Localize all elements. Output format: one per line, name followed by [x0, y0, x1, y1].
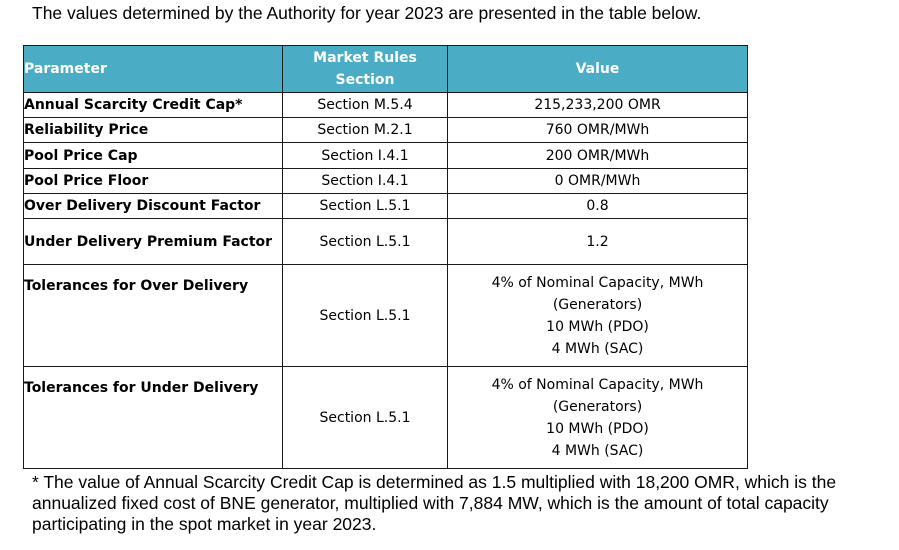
- value-cell: 200 OMR/MWh: [448, 143, 748, 169]
- table-header-row: [24, 46, 748, 93]
- section-cell: Section I.4.1: [283, 143, 448, 169]
- table-row: [24, 169, 748, 194]
- section-cell: Section L.5.1: [283, 219, 448, 265]
- value-cell: 1.2: [448, 219, 748, 265]
- table-row: [24, 367, 748, 469]
- header-value: Value: [448, 46, 748, 93]
- value-cell: [448, 265, 748, 367]
- intro-text: The values determined by the Authority for year 2023 are presented in the table below.: [32, 3, 702, 23]
- parameter-cell: Pool Price Cap: [24, 143, 283, 169]
- value-line: 4 MWh (SAC): [551, 340, 644, 357]
- value-cell: 0 OMR/MWh: [448, 169, 748, 194]
- parameter-cell: Annual Scarcity Credit Cap*: [24, 93, 283, 118]
- section-cell: Section I.4.1: [283, 169, 448, 194]
- footnote: * The value of Annual Scarcity Credit Cap is determined as 1.5 multiplied with 18,200 OMR, which is the annualized fixed cost of BNE generator, multiplied with 7,884 MW, which is the amount of total capacity participating in the spot market in year 2023.: [32, 472, 837, 534]
- table-row: [24, 118, 748, 143]
- header-parameter: Parameter: [24, 46, 283, 93]
- value-line: 10 MWh (PDO): [546, 420, 649, 437]
- section-cell: Section L.5.1: [283, 367, 448, 469]
- parameter-cell: Tolerances for Over Delivery: [24, 265, 283, 367]
- value-cell: [448, 367, 748, 469]
- section-cell: Section L.5.1: [283, 194, 448, 219]
- section-cell: Section L.5.1: [283, 265, 448, 367]
- section-cell: Section M.5.4: [283, 93, 448, 118]
- parameter-cell: Reliability Price: [24, 118, 283, 143]
- parameter-cell: Pool Price Floor: [24, 169, 283, 194]
- section-cell: Section M.2.1: [283, 118, 448, 143]
- value-line: 4% of Nominal Capacity, MWh: [491, 274, 704, 291]
- parameters-table: [23, 45, 748, 469]
- table-row: [24, 143, 748, 169]
- value-cell: 760 OMR/MWh: [448, 118, 748, 143]
- value-line: (Generators): [552, 398, 643, 415]
- parameter-cell: Over Delivery Discount Factor: [24, 194, 283, 219]
- parameter-cell: Under Delivery Premium Factor: [24, 219, 283, 265]
- parameter-cell: Tolerances for Under Delivery: [24, 367, 283, 469]
- table-row: [24, 219, 748, 265]
- value-line: (Generators): [552, 296, 643, 313]
- value-line: 10 MWh (PDO): [546, 318, 649, 335]
- table-row: [24, 265, 748, 367]
- header-market-rules-section: Market Rules Section: [283, 46, 448, 93]
- table-row: [24, 93, 748, 118]
- value-cell: 215,233,200 OMR: [448, 93, 748, 118]
- value-line: 4% of Nominal Capacity, MWh: [491, 376, 704, 393]
- value-cell: 0.8: [448, 194, 748, 219]
- table-row: [24, 194, 748, 219]
- value-line: 4 MWh (SAC): [551, 442, 644, 459]
